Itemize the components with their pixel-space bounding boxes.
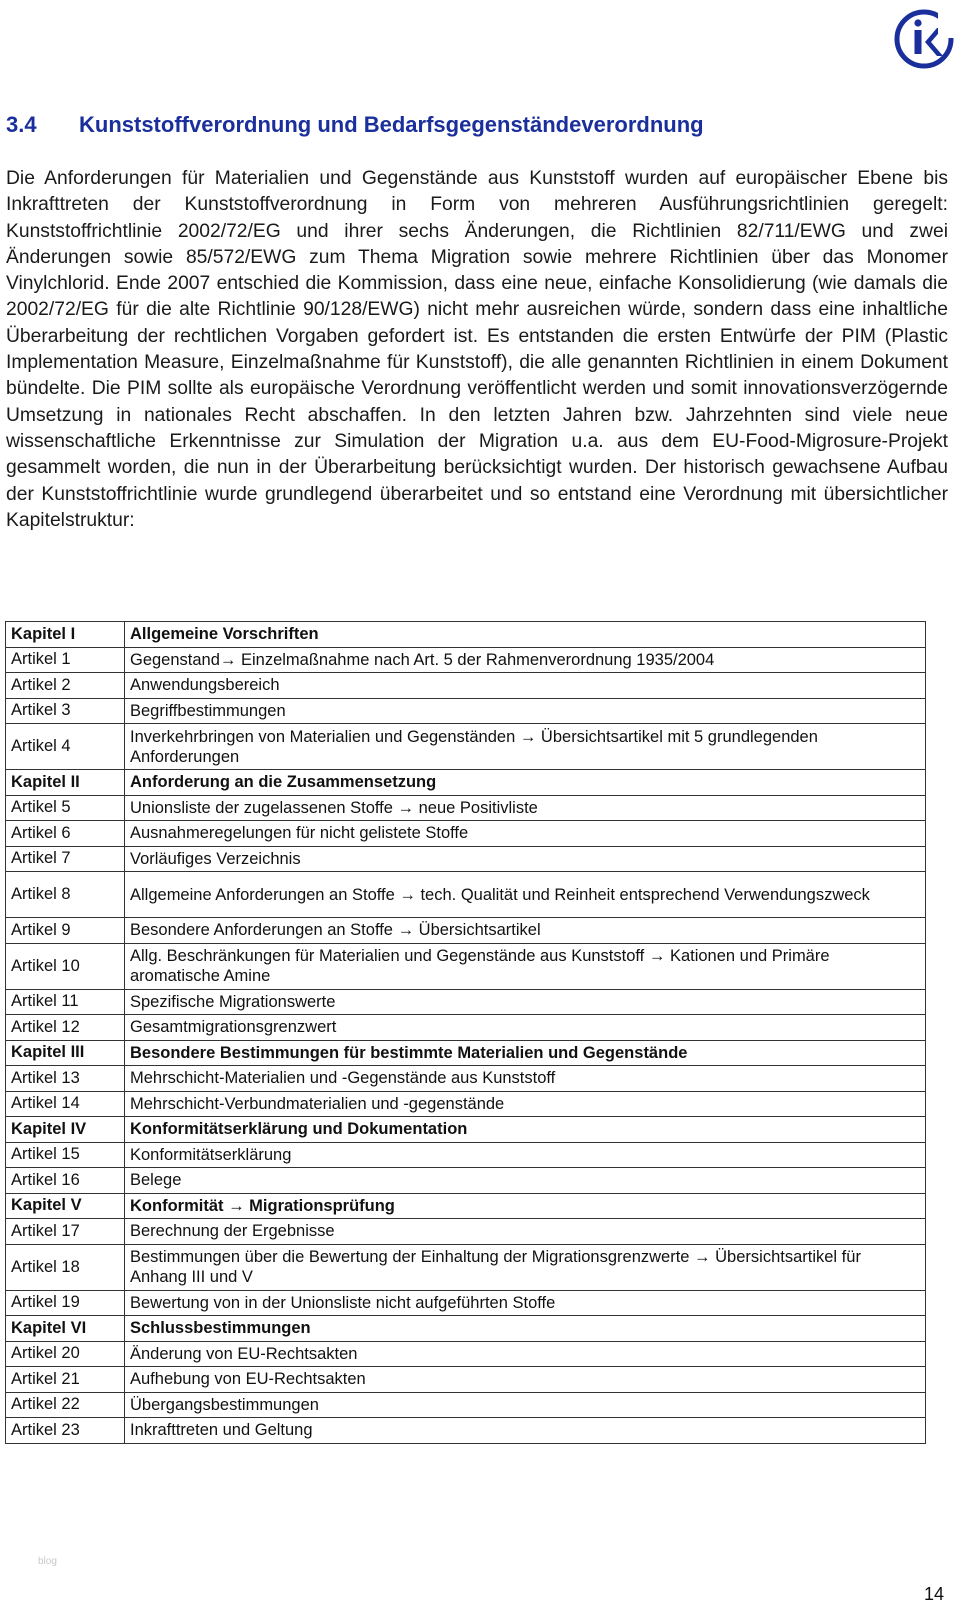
article-description [125,673,926,699]
article-description [125,1244,926,1290]
article-description [125,943,926,989]
article-description [125,724,926,770]
chapter-title [125,1316,926,1342]
article-description [125,846,926,872]
watermark: blog [38,1556,57,1567]
article-description [125,1142,926,1168]
table-row [6,1290,926,1316]
article-description [125,1341,926,1367]
article-label: Artikel 23 [6,1418,125,1444]
table-row [6,1015,926,1041]
table-row [6,1066,926,1092]
article-label: Artikel 9 [6,918,125,944]
article-label: Artikel 13 [6,1066,125,1092]
article-description [125,1290,926,1316]
cell-text: Anforderung an die Zusammensetzung [130,773,437,792]
table-row [6,943,926,989]
article-description [125,1091,926,1117]
chapter-label: Kapitel IV [6,1117,125,1143]
cell-text: Allg. Beschränkungen für Materialien und Gegenstände aus Kunststoff → Kationen und Primäre aromatische Amine [130,947,830,985]
chapter-title [125,770,926,796]
cell-text: Schlussbestimmungen [130,1319,311,1338]
chapter-title [125,1193,926,1219]
chapter-label: Kapitel I [6,622,125,648]
section-title: Kunststoffverordnung und Bedarfsgegenständeverordnung [79,112,704,137]
article-description [125,1168,926,1194]
article-label: Artikel 2 [6,673,125,699]
table-row [6,1418,926,1444]
article-label: Artikel 3 [6,698,125,724]
article-label: Artikel 1 [6,647,125,673]
article-description [125,989,926,1015]
table-chapter-row [6,1316,926,1342]
chapter-title [125,1117,926,1143]
article-description [125,1367,926,1393]
article-label: Artikel 15 [6,1142,125,1168]
cell-text: Gegenstand→ Einzelmaßnahme nach Art. 5 der Rahmenverordnung 1935/2004 [130,650,715,669]
cell-text: Bewertung von in der Unionsliste nicht aufgeführten Stoffe [130,1293,556,1312]
section-number: 3.4 [6,112,37,137]
cell-text: Begriffbestimmungen [130,701,286,720]
article-label: Artikel 14 [6,1091,125,1117]
article-label: Artikel 5 [6,795,125,821]
cell-text: Konformitätserklärung und Dokumentation [130,1120,468,1139]
table-row [6,1392,926,1418]
chapter-structure-table [5,621,926,1444]
article-label: Artikel 21 [6,1367,125,1393]
article-description [125,872,926,918]
cell-text: Konformitätserklärung [130,1145,292,1164]
table-chapter-row [6,1117,926,1143]
cell-text: Konformität → Migrationsprüfung [130,1196,395,1215]
table-row [6,1244,926,1290]
table-row [6,989,926,1015]
chapter-title [125,622,926,648]
table-row [6,872,926,918]
article-label: Artikel 19 [6,1290,125,1316]
article-description [125,698,926,724]
article-label: Artikel 16 [6,1168,125,1194]
cell-text: Allgemeine Anforderungen an Stoffe → tech. Qualität und Reinheit entsprechend Verwendungszweck [130,885,870,904]
cell-text: Mehrschicht-Materialien und -Gegenstände aus Kunststoff [130,1069,556,1088]
article-label: Artikel 11 [6,989,125,1015]
cell-text: Unionsliste der zugelassenen Stoffe → neue Positivliste [130,798,538,817]
table-chapter-row [6,622,926,648]
article-label: Artikel 8 [6,872,125,918]
table-row [6,1142,926,1168]
chapter-label: Kapitel III [6,1040,125,1066]
article-description [125,647,926,673]
table-body [6,622,926,1444]
article-description [125,1392,926,1418]
article-description [125,1015,926,1041]
cell-text: Ausnahmeregelungen für nicht gelistete Stoffe [130,824,469,843]
cell-text: Belege [130,1171,182,1190]
article-description [125,918,926,944]
ik-logo-icon [893,8,955,70]
cell-text: Übergangsbestimmungen [130,1395,319,1414]
cell-text: Inverkehrbringen von Materialien und Gegenständen → Übersichtsartikel mit 5 grundlegenden Anforderungen [130,727,818,766]
cell-text: Inkrafttreten und Geltung [130,1421,313,1440]
cell-text: Anwendungsbereich [130,676,280,695]
table-row [6,1219,926,1245]
table-row [6,795,926,821]
cell-text: Änderung von EU-Rechtsakten [130,1344,358,1363]
cell-text: Allgemeine Vorschriften [130,625,319,644]
table-row [6,1168,926,1194]
table-row [6,821,926,847]
article-label: Artikel 7 [6,846,125,872]
page-number: 14 [924,1584,945,1604]
cell-text: Besondere Bestimmungen für bestimmte Materialien und Gegenstände [130,1043,688,1062]
table-row [6,673,926,699]
body-paragraph: Die Anforderungen für Materialien und Gegenstände aus Kunststoff wurden auf europäischer Ebene bis Inkrafttreten der Kunststoffverordnung in Form von mehreren Ausführungsrichtlinien geregelt: Kunststoffrichtlinie 2002/72/EG und ihrer sechs Änderungen, die Richtlinien 82/711/EWG und zwei Änderungen sowie 85/572/EWG zum Thema Migration sowie mehrere Richtlinien über das Monomer Vinylchlorid. Ende 2007 entschied die Kommission, dass eine neue, einfache Konsolidierung (wie damals die 2002/72/EG für die alte Richtlinie 90/128/EWG) nicht mehr ausreichen würde, sondern dass eine inhaltliche Überarbeitung der rechtlichen Vorgaben gefordert ist. Es entstanden die ersten Entwürfe der PIM (Plastic Implementation Measure, Einzelmaßnahme für Kunststoff), die alle genannten Richtlinien in einem Dokument bündelte. Die PIM sollte als europäische Verordnung veröffentlicht werden und somit innovationsverzögernde Umsetzung in nationales Recht abschaffen. In den letzten Jahren bzw. Jahrzehnten sind viele neue wissenschaftliche Erkenntnisse zur Simulation der Migration u.a. aus dem EU-Food-Migrosure-Projekt gesammelt worden, die nun in der Überarbeitung berücksichtigt wurden. Der historisch gewachsene Aufbau der Kunststoffrichtlinie wurde grundlegend überarbeitet und so entstand eine Verordnung mit übersichtlicher Kapitelstruktur: [6,168,948,531]
table-row [6,698,926,724]
cell-text: Besondere Anforderungen an Stoffe → Übersichtsartikel [130,921,541,940]
cell-text: Spezifische Migrationswerte [130,992,336,1011]
table-row [6,846,926,872]
chapter-title [125,1040,926,1066]
table-chapter-row [6,770,926,796]
table-chapter-row [6,1193,926,1219]
table-row [6,724,926,770]
article-label: Artikel 20 [6,1341,125,1367]
chapter-label: Kapitel VI [6,1316,125,1342]
cell-text: Aufhebung von EU-Rechtsakten [130,1370,366,1389]
chapter-label: Kapitel II [6,770,125,796]
cell-text: Mehrschicht-Verbundmaterialien und -gegenstände [130,1094,505,1113]
table-row [6,1091,926,1117]
article-description [125,1219,926,1245]
article-label: Artikel 4 [6,724,125,770]
table-row [6,918,926,944]
article-label: Artikel 10 [6,943,125,989]
table-row [6,1341,926,1367]
article-label: Artikel 6 [6,821,125,847]
table-row [6,647,926,673]
article-label: Artikel 22 [6,1392,125,1418]
section-heading [6,112,946,138]
article-description [125,821,926,847]
article-label: Artikel 17 [6,1219,125,1245]
article-description [125,795,926,821]
table-row [6,1367,926,1393]
chapter-label: Kapitel V [6,1193,125,1219]
cell-text: Bestimmungen über die Bewertung der Einhaltung der Migrationsgrenzwerte → Übersichtsartikel für Anhang III und V [130,1248,861,1286]
article-label: Artikel 12 [6,1015,125,1041]
article-label: Artikel 18 [6,1244,125,1290]
cell-text: Vorläufiges Verzeichnis [130,849,301,868]
table-chapter-row [6,1040,926,1066]
cell-text: Berechnung der Ergebnisse [130,1222,335,1241]
article-description [125,1066,926,1092]
cell-text: Gesamtmigrationsgrenzwert [130,1018,337,1037]
article-description [125,1418,926,1444]
